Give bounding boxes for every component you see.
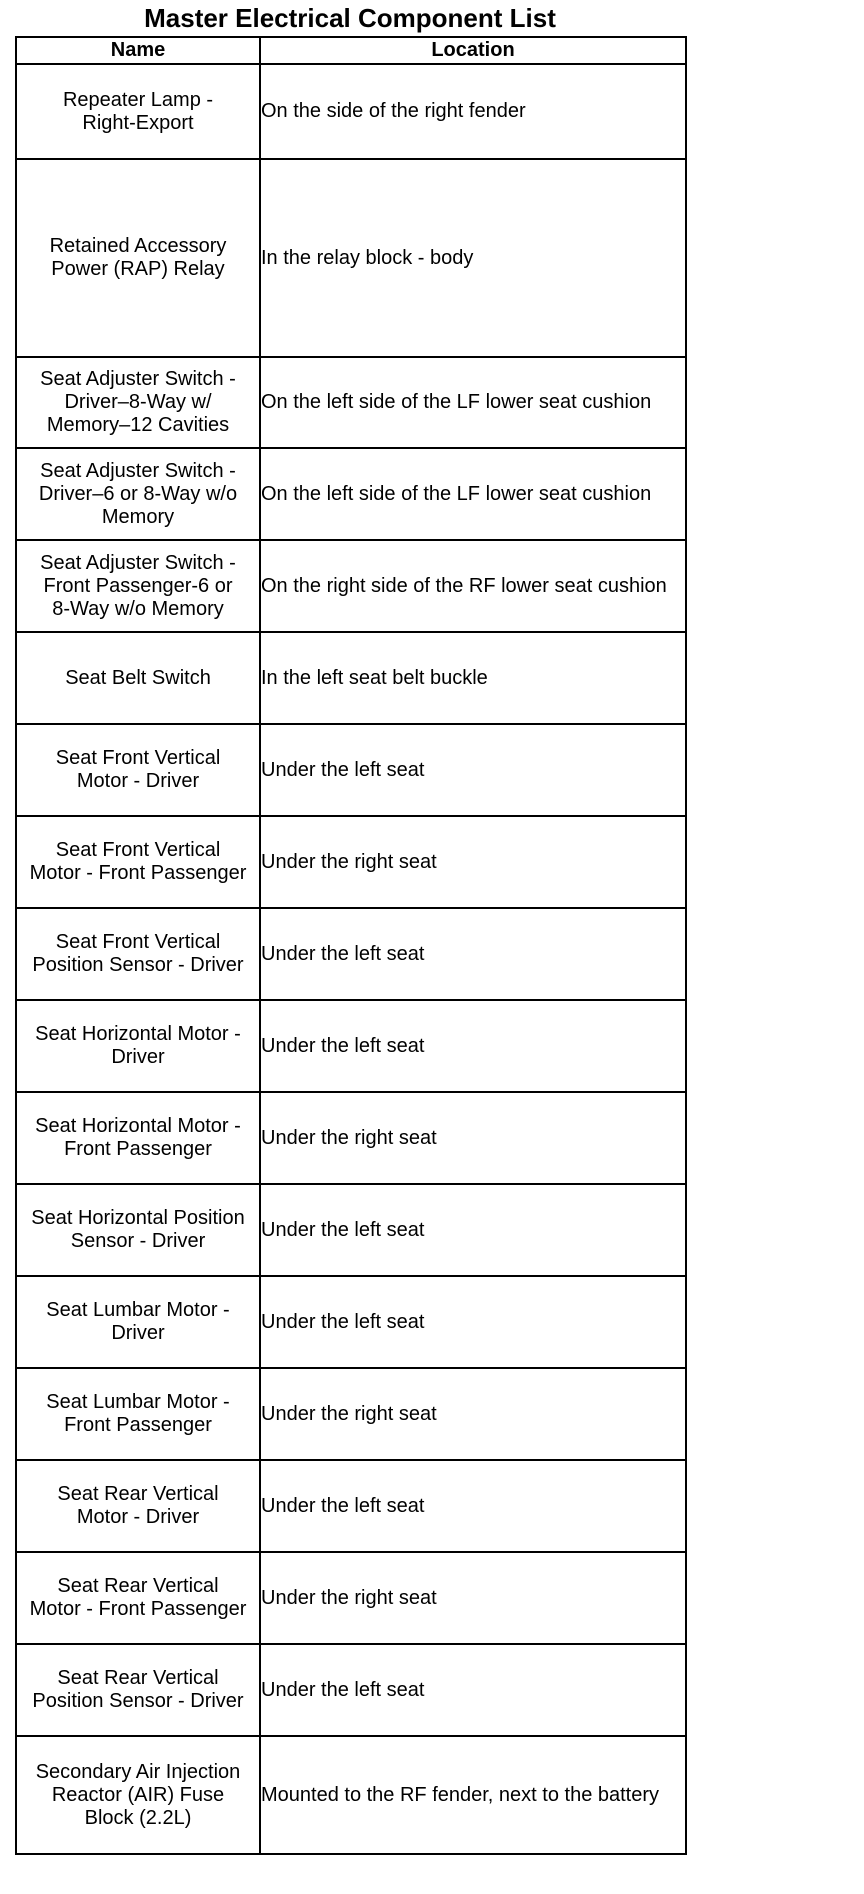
- component-name: Seat Lumbar Motor - Front Passenger: [16, 1368, 260, 1460]
- component-location: In the left seat belt buckle: [260, 632, 686, 724]
- component-location: Under the left seat: [260, 1644, 686, 1736]
- component-name: Seat Lumbar Motor - Driver: [16, 1276, 260, 1368]
- component-location: Under the left seat: [260, 1276, 686, 1368]
- component-location: Under the right seat: [260, 1552, 686, 1644]
- component-location: Under the right seat: [260, 1368, 686, 1460]
- component-location: Under the left seat: [260, 1184, 686, 1276]
- component-name: Seat Front Vertical Motor - Driver: [16, 724, 260, 816]
- component-location: On the side of the right fender: [260, 64, 686, 159]
- table-row: [16, 1644, 686, 1736]
- table-row: [16, 1092, 686, 1184]
- component-name: Seat Horizontal Motor - Driver: [16, 1000, 260, 1092]
- table-row: [16, 908, 686, 1000]
- column-header-location: Location: [260, 37, 686, 64]
- component-location: On the right side of the RF lower seat cushion: [260, 540, 686, 632]
- component-location: On the left side of the LF lower seat cushion: [260, 357, 686, 448]
- component-name: Seat Rear Vertical Motor - Front Passenger: [16, 1552, 260, 1644]
- component-name: Repeater Lamp - Right-Export: [16, 64, 260, 159]
- component-name: Seat Adjuster Switch - Front Passenger-6 or 8-Way w/o Memory: [16, 540, 260, 632]
- table-row: [16, 1000, 686, 1092]
- component-location: On the left side of the LF lower seat cushion: [260, 448, 686, 540]
- component-name: Seat Front Vertical Motor - Front Passenger: [16, 816, 260, 908]
- table-row: [16, 1552, 686, 1644]
- table-row: [16, 448, 686, 540]
- table-row: [16, 632, 686, 724]
- component-name: Seat Adjuster Switch - Driver–8-Way w/ Memory–12 Cavities: [16, 357, 260, 448]
- component-location: Under the right seat: [260, 816, 686, 908]
- table-header-row: [16, 37, 686, 64]
- table-row: [16, 1460, 686, 1552]
- component-name: Seat Rear Vertical Motor - Driver: [16, 1460, 260, 1552]
- table-row: [16, 357, 686, 448]
- table-row: [16, 816, 686, 908]
- table-row: [16, 724, 686, 816]
- component-location: Under the left seat: [260, 724, 686, 816]
- component-name: Secondary Air Injection Reactor (AIR) Fuse Block (2.2L): [16, 1736, 260, 1854]
- component-location: Mounted to the RF fender, next to the battery: [260, 1736, 686, 1854]
- component-location: Under the left seat: [260, 1460, 686, 1552]
- table-row: [16, 540, 686, 632]
- component-location: In the relay block - body: [260, 159, 686, 357]
- component-name: Seat Rear Vertical Position Sensor - Driver: [16, 1644, 260, 1736]
- table-row: [16, 1368, 686, 1460]
- component-name: Retained Accessory Power (RAP) Relay: [16, 159, 260, 357]
- table-row: [16, 1276, 686, 1368]
- component-table: [15, 36, 687, 1855]
- component-location: Under the left seat: [260, 1000, 686, 1092]
- table-row: [16, 1736, 686, 1854]
- page-title: Master Electrical Component List: [144, 3, 556, 33]
- column-header-name: Name: [16, 37, 260, 64]
- component-name: Seat Belt Switch: [16, 632, 260, 724]
- component-name: Seat Horizontal Position Sensor - Driver: [16, 1184, 260, 1276]
- table-row: [16, 64, 686, 159]
- table-row: [16, 1184, 686, 1276]
- table-row: [16, 159, 686, 357]
- component-name: Seat Adjuster Switch - Driver–6 or 8-Way w/o Memory: [16, 448, 260, 540]
- component-name: Seat Front Vertical Position Sensor - Driver: [16, 908, 260, 1000]
- component-location: Under the right seat: [260, 1092, 686, 1184]
- component-name: Seat Horizontal Motor - Front Passenger: [16, 1092, 260, 1184]
- component-location: Under the left seat: [260, 908, 686, 1000]
